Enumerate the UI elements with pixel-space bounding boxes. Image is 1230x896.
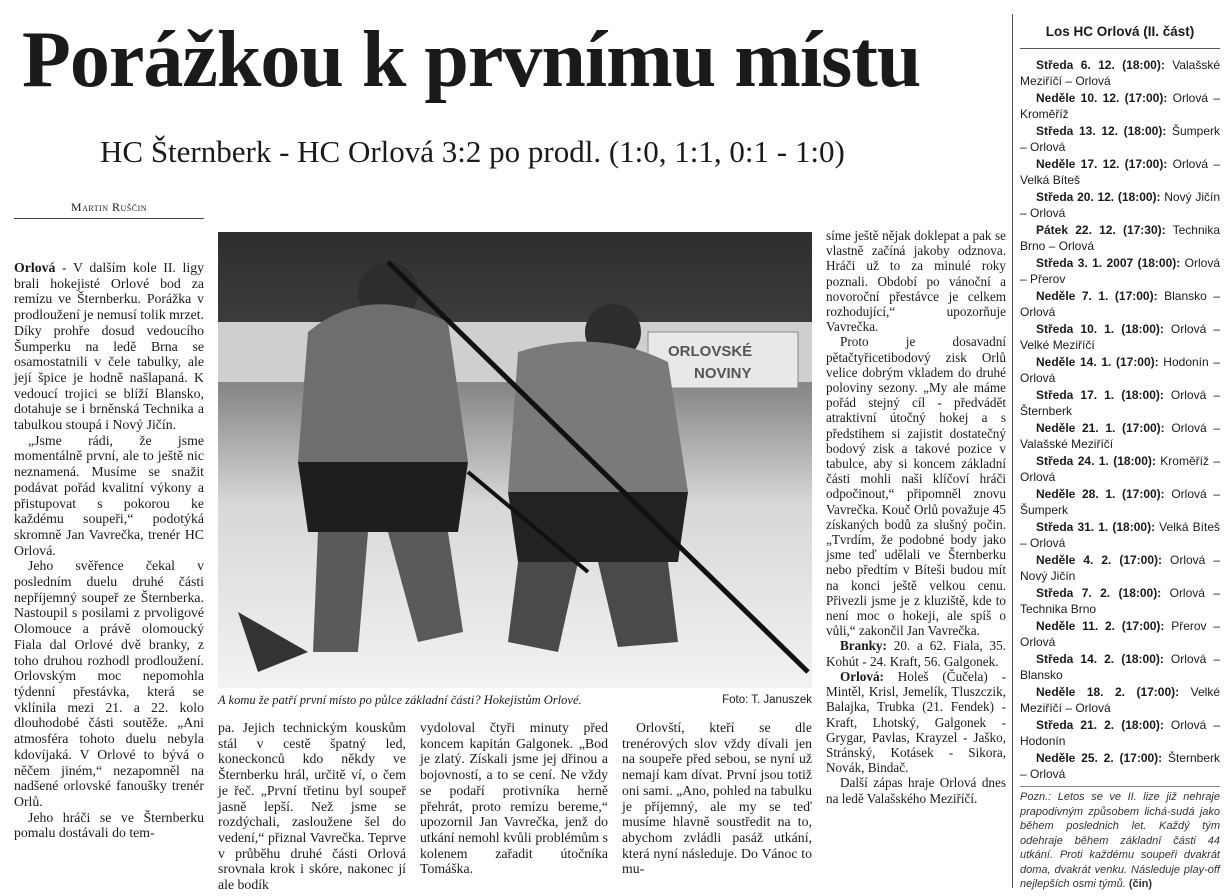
paragraph: Další zápas hraje Orlová dnes na ledě Valašského Meziříčí.: [826, 775, 1006, 806]
schedule-game: [1020, 717, 1220, 749]
paragraph: Proto je dosavadní pětačtyřicetibodový zisk Orlů velice dobrým vkladem do druhé poloviny sezony. „My ale máme pořád stejný cíl - předvádět atraktivní útočný hokej a s předstihem si zajistit dostatečný bodový zisk a takové pozice v tabulce, aby si koncem základní části mohli naši klíčoví hráči odpočinout,“ připomněl znovu Vavrečka. Kouč Orlů považuje 45 získaných bodů za slušný počin. „Tvrdím, že podobné body jako jsme teď udělali ve Šternberku nebo předtím v Bíteši budou mít na konci ještě velkou cenu. Přivezli jsme je z kluziště, kde to není moc o hokeji, ale spíš o vůli,“ zakončil Jan Vavrečka.: [826, 334, 1006, 639]
schedule-game: [1020, 387, 1220, 419]
article-column-3: [420, 720, 608, 877]
game-date: Neděle 4. 2. (17:00):: [1036, 553, 1162, 567]
game-date: Středa 21. 2. (18:00):: [1036, 718, 1164, 732]
game-match: Hodonín – Orlová: [1020, 355, 1220, 385]
column-divider: [1012, 14, 1013, 888]
schedule-game: [1020, 420, 1220, 452]
paragraph: Jeho svěřence čekal v posledním duelu druhé části nepříjemný soupeř ze Šternberka. Nastoupil s posilami z prvoligové Olomouce a právě olomoucký Fiala dal Orlové dvě branky, z toho druhou rozhodl prodloužení. Orlovským moc nepomohla týdenní přestávka, která se vklínila mezi 21. a 22. kolo dlouhodobé části soutěže. „Ani atmosféra tohoto duelu nebyla kdovíjaká. V Orlové to bývá o něčem jiném,“ nezapomněl na nadšené orlovské fanoušky trenér Orlů.: [14, 558, 204, 809]
schedule-game: [1020, 354, 1220, 386]
game-date: Středa 6. 12. (18:00):: [1036, 58, 1165, 72]
game-match: Orlová – Šumperk: [1020, 487, 1220, 517]
schedule-game: [1020, 222, 1220, 254]
game-date: Středa 14. 2. (18:00):: [1036, 652, 1164, 666]
game-match: Valašské Meziříčí – Orlová: [1020, 58, 1220, 88]
paragraph: [14, 260, 204, 433]
schedule-game: [1020, 618, 1220, 650]
photo-illustration: [218, 232, 812, 688]
game-match: Technika Brno – Orlová: [1020, 223, 1220, 253]
schedule-list: [1020, 57, 1220, 782]
game-date: Středa 17. 1. (18:00):: [1036, 388, 1164, 402]
game-match: Orlová – Velké Meziříčí: [1020, 322, 1220, 352]
paragraph: Orlovští, kteří se dle trenérových slov vždy dívali jen na soupeře před sebou, se nyní už nemají kam dívat. První jsou totiž oni sami. „Ano, pohled na tabulku je příjemný, ale my se teď musíme hlavně soustředit na to, abychom zvládli pasáž utkání, která nyní následuje. Do Vánoc to mu-: [622, 720, 812, 877]
article-column-4: [622, 720, 812, 877]
note-author: (čin): [1128, 878, 1153, 890]
dateline: Orlová: [14, 260, 56, 275]
schedule-game: [1020, 486, 1220, 518]
paragraph: „Jsme rádi, že jsme momentálně první, ale to ještě nic neznamená. Musíme se snažit podávat pořád kvalitní výkony a přistupovat s pokorou ke každému soupeři,“ podotýká skromně Jan Vavrečka, trenér HC Orlová.: [14, 432, 204, 558]
schedule-game: [1020, 750, 1220, 782]
byline: Martin Ruščin: [14, 200, 204, 219]
game-date: Středa 31. 1. (18:00):: [1036, 520, 1156, 534]
photo-caption: A komu že patří první místo po půlce základní části? Hokejistům Orlové.: [218, 693, 582, 707]
paragraph: vydoloval čtyři minuty před koncem kapitán Galgonek. „Bod je zlatý. Získali jsme jej dřinou a bojovností, a to se cení. Ne vždy se podaří protivníka herně přehrát, proto remízu bereme,“ upozornil Jan Vavrečka, jenž do utkání nemohl kvůli problémům s kolenem zařadit útočníka Tomáška.: [420, 720, 608, 877]
schedule-game: [1020, 453, 1220, 485]
paragraph: Jeho hráči se ve Šternberku pomalu dostávali do tem-: [14, 809, 204, 841]
paragraph-text: - V dalším kole II. ligy brali hokejisté Orlové bod za remízu ve Šternberku. Porážka v prodloužení je nemusí tolik mrzet. Díky prohře dosud vedoucího Šumperku na ledě Brna se osamostatnili v čele tabulky, ale její špice je hodně našlapaná. K vedoucí trojici se blíží Blansko, dotahuje se i brněnská Technika a tabulkou stoupá i Nový Jičín.: [14, 260, 204, 433]
goals-text: 20. a 62. Fiala, 35. Kohút - 24. Kraft, 56. Galgonek.: [826, 638, 1006, 669]
game-match: Orlová – Nový Jičín: [1020, 553, 1220, 583]
game-date: Neděle 14. 1. (17:00):: [1036, 355, 1159, 369]
sidebar-title: Los HC Orlová (II. část): [1020, 24, 1220, 49]
game-date: Neděle 21. 1. (17:00):: [1036, 421, 1165, 435]
schedule-game: [1020, 156, 1220, 188]
game-match: Šternberk – Orlová: [1020, 751, 1220, 781]
game-match: Orlová – Kroměříž: [1020, 91, 1220, 121]
game-date: Neděle 10. 12. (17:00):: [1036, 91, 1168, 105]
game-match: Orlová – Valašské Meziříčí: [1020, 421, 1220, 451]
game-match: Orlová – Technika Brno: [1020, 586, 1221, 616]
schedule-game: [1020, 90, 1220, 122]
photo-caption-row: [218, 692, 812, 708]
game-date: Neděle 11. 2. (17:00):: [1036, 619, 1165, 633]
schedule-game: [1020, 651, 1220, 683]
schedule-sidebar: [1020, 24, 1220, 892]
game-match: Kroměříž – Orlová: [1020, 454, 1221, 484]
schedule-game: [1020, 288, 1220, 320]
game-date: Středa 3. 1. 2007 (18:00):: [1036, 256, 1181, 270]
schedule-game: [1020, 552, 1220, 584]
schedule-game: [1020, 321, 1220, 353]
paragraph: pa. Jejich technickým kouskům stál v cestě špatný led, koneckonců kdo někdy ve Šternberku hrál, určitě ví, o čem je řeč. „První třetinu byl soupeř jasně lepší. Než jsme se rozdýchali, zasloužene šel do vedení,“ přiznal Vavrečka. Teprve v průběhu druhé části Orlová srovnala krok i skóre, nakonec jí ale bodík: [218, 720, 406, 893]
game-match: Blansko – Orlová: [1020, 289, 1220, 319]
note-text: Pozn.: Letos se ve II. lize již nehraje prapodivným způsobem lichá-sudá jako během poslednich let. Každý tým odehraje během základní části 44 utkání. Proti každému soupeři dvakrát doma, dvakrát venku. Následuje play-off nejlepších osmi týmů.: [1020, 791, 1220, 890]
article-column-5: [826, 228, 1006, 806]
game-match: Šumperk – Orlová: [1020, 124, 1220, 154]
schedule-game: [1020, 123, 1220, 155]
lineup-text: Holeš (Čučela) - Mintěl, Krisl, Jemelík, Tluszczik, Balajka, Trubka (21. Fendek) - Kraft, Lhotský, Galgonek - Grygar, Pavlas, Krayzel - Jaško, Stránský, Kotásek - Sikora, Novák, Bindač.: [826, 668, 1006, 776]
sidebar-note: [1020, 786, 1220, 892]
game-date: Středa 10. 1. (18:00):: [1036, 322, 1164, 336]
schedule-game: [1020, 255, 1220, 287]
game-match: Přerov – Orlová: [1020, 619, 1221, 649]
game-date: Středa 20. 12. (18:00):: [1036, 190, 1161, 204]
article-column-2: [218, 720, 406, 893]
game-date: Neděle 7. 1. (17:00):: [1036, 289, 1158, 303]
game-date: Neděle 25. 2. (17:00):: [1036, 751, 1163, 765]
game-match: Orlová – Blansko: [1020, 652, 1220, 682]
banner-text: NOVINY: [694, 365, 752, 382]
schedule-game: [1020, 519, 1220, 551]
photo-credit: Foto: T. Januszek: [722, 694, 812, 706]
hockey-photo: [218, 232, 812, 688]
headline: Porážkou k prvnímu místu: [22, 16, 921, 104]
article-column-1: [14, 260, 204, 841]
game-date: Středa 13. 12. (18:00):: [1036, 124, 1167, 138]
paragraph: [826, 669, 1006, 775]
schedule-game: [1020, 189, 1220, 221]
game-date: Středa 24. 1. (18:00):: [1036, 454, 1156, 468]
schedule-game: [1020, 57, 1220, 89]
game-date: Pátek 22. 12. (17:30):: [1036, 223, 1166, 237]
game-date: Neděle 28. 1. (17:00):: [1036, 487, 1165, 501]
game-match: Orlová – Šternberk: [1020, 388, 1220, 418]
game-date: Neděle 17. 12. (17:00):: [1036, 157, 1168, 171]
banner-text: ORLOVSKÉ: [668, 343, 753, 360]
game-match: Velká Bíteš – Orlová: [1020, 520, 1220, 550]
schedule-game: [1020, 585, 1220, 617]
lineup-label: Orlová:: [840, 668, 884, 684]
game-match: Orlová – Hodonín: [1020, 718, 1220, 748]
game-date: Neděle 18. 2. (17:00):: [1036, 685, 1180, 699]
paragraph: [826, 638, 1006, 668]
paragraph: síme ještě nějak doklepat a pak se vlastně začíná jakoby odznova. Hráči už to za minulé roky poznali. Období po vánoční a novoroční přestávce je celkem rozhodující,“ upozorňuje Vavrečka.: [826, 228, 1006, 335]
schedule-game: [1020, 684, 1220, 716]
goals-label: Branky:: [840, 638, 887, 654]
game-date: Středa 7. 2. (18:00):: [1036, 586, 1162, 600]
game-match: Orlová – Velká Bíteš: [1020, 157, 1220, 187]
game-match: Nový Jičín – Orlová: [1020, 190, 1220, 220]
subheadline: HC Šternberk - HC Orlová 3:2 po prodl. (1:0, 1:1, 0:1 - 1:0): [100, 134, 845, 169]
game-match: Velké Meziříčí – Orlová: [1020, 685, 1220, 715]
game-match: Orlová – Přerov: [1020, 256, 1220, 286]
